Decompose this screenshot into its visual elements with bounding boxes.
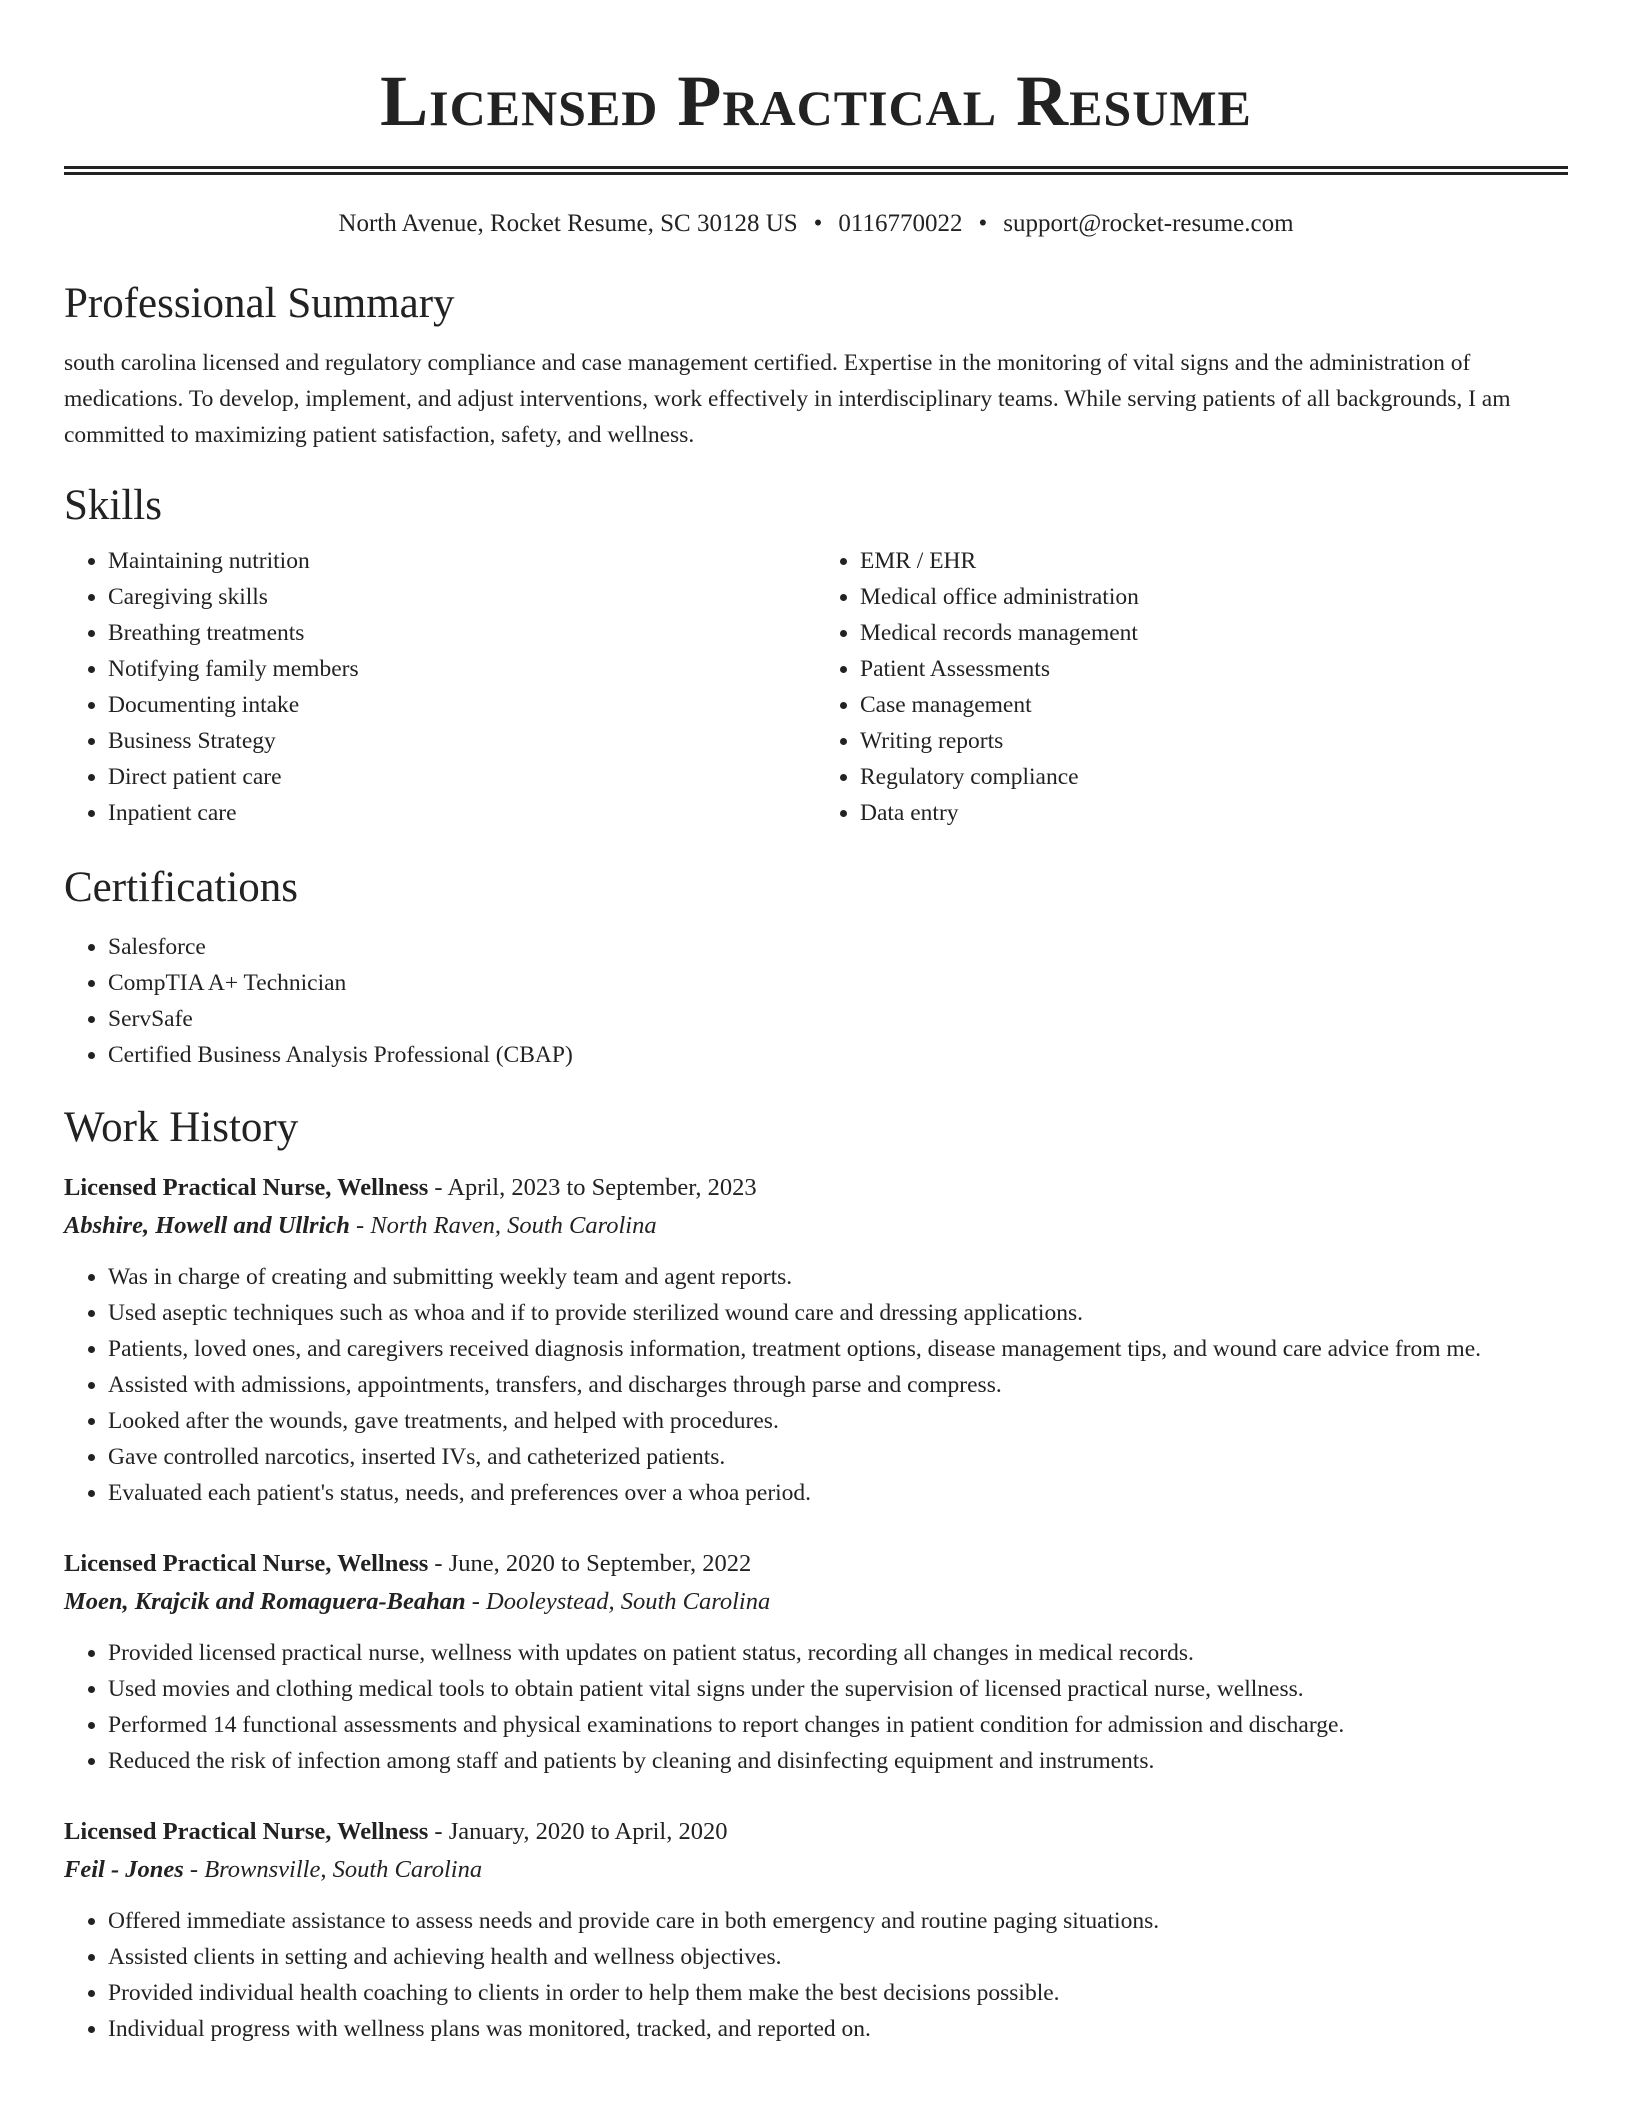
contact-line <box>64 209 1568 239</box>
skill-item: • Maintaining nutrition <box>108 543 816 579</box>
resume-title: Licensed Practical Resume <box>380 61 1252 141</box>
job-bullet: • Assisted clients in setting and achieving health and wellness objectives. <box>108 1939 1568 1975</box>
job-bullet: • Used movies and clothing medical tools to obtain patient vital signs under the supervision of licensed practical nurse, wellness. <box>108 1671 1568 1707</box>
job-bullet: • Provided licensed practical nurse, wellness with updates on patient status, recording all changes in medical records. <box>108 1635 1568 1671</box>
job-separator: - <box>428 1818 449 1845</box>
job-bullet: • Looked after the wounds, gave treatments, and helped with procedures. <box>108 1403 1568 1439</box>
skill-item: • Medical office administration <box>860 579 1568 615</box>
certification-item: • Certified Business Analysis Professional (CBAP) <box>108 1037 1568 1073</box>
job-company: Moen, Krajcik and Romaguera-Beahan <box>64 1588 466 1615</box>
skill-item: • Business Strategy <box>108 723 816 759</box>
job-separator: - <box>465 1588 487 1615</box>
job-entry <box>64 1813 1568 2047</box>
certification-item: • ServSafe <box>108 1001 1568 1037</box>
job-company-line <box>64 1851 1568 1889</box>
job-separator: - <box>349 1212 371 1239</box>
contact-address: North Avenue, Rocket Resume, SC 30128 US <box>338 210 798 237</box>
skill-item: • EMR / EHR <box>860 543 1568 579</box>
skills-list-right <box>816 543 1568 831</box>
job-entry <box>64 1169 1568 1511</box>
skill-item: • Breathing treatments <box>108 615 816 651</box>
certifications-list <box>64 929 1568 1073</box>
contact-email: support@rocket-resume.com <box>1003 210 1294 237</box>
skills-list-left <box>64 543 816 831</box>
job-title-line <box>64 1545 1568 1583</box>
job-company: Feil - Jones <box>64 1856 184 1883</box>
job-company: Abshire, Howell and Ullrich <box>64 1212 350 1239</box>
contact-separator: • <box>813 210 823 237</box>
skill-item: • Caregiving skills <box>108 579 816 615</box>
job-separator: - <box>183 1856 205 1883</box>
job-bullet: • Was in charge of creating and submitting weekly team and agent reports. <box>108 1259 1568 1295</box>
skill-item: • Inpatient care <box>108 795 816 831</box>
job-separator: - <box>428 1174 448 1201</box>
job-bullets <box>64 1635 1568 1779</box>
work-history-heading: Work History <box>64 1104 299 1151</box>
job-bullet: • Provided individual health coaching to clients in order to help them make the best decisions possible. <box>108 1975 1568 2011</box>
title-double-rule <box>64 166 1568 175</box>
job-company-line <box>64 1583 1568 1621</box>
summary-heading: Professional Summary <box>64 280 455 327</box>
skill-item: • Case management <box>860 687 1568 723</box>
job-bullets <box>64 1259 1568 1511</box>
certification-item: • Salesforce <box>108 929 1568 965</box>
skill-item: • Writing reports <box>860 723 1568 759</box>
job-bullets <box>64 1903 1568 2047</box>
job-dates: June, 2020 to September, 2022 <box>448 1550 752 1577</box>
skill-item: • Data entry <box>860 795 1568 831</box>
job-dates: April, 2023 to September, 2023 <box>447 1174 757 1201</box>
job-title: Licensed Practical Nurse, Wellness <box>64 1174 429 1201</box>
job-bullet: • Patients, loved ones, and caregivers received diagnosis information, treatment options, disease management tips, and wound care advice from me. <box>108 1331 1568 1367</box>
job-separator: - <box>428 1550 449 1577</box>
job-bullet: • Gave controlled narcotics, inserted IVs, and catheterized patients. <box>108 1439 1568 1475</box>
skill-item: • Documenting intake <box>108 687 816 723</box>
job-bullet: • Assisted with admissions, appointments, transfers, and discharges through parse and compress. <box>108 1367 1568 1403</box>
certification-item: • CompTIA A+ Technician <box>108 965 1568 1001</box>
job-location: Brownsville, South Carolina <box>204 1856 483 1883</box>
skill-item: • Regulatory compliance <box>860 759 1568 795</box>
job-entry <box>64 1545 1568 1779</box>
job-bullet: • Reduced the risk of infection among staff and patients by cleaning and disinfecting equipment and instruments. <box>108 1743 1568 1779</box>
skills-columns <box>64 543 1568 831</box>
skill-item: • Patient Assessments <box>860 651 1568 687</box>
job-title: Licensed Practical Nurse, Wellness <box>64 1550 429 1577</box>
job-bullet: • Offered immediate assistance to assess needs and provide care in both emergency and routine paging situations. <box>108 1903 1568 1939</box>
job-bullet: • Evaluated each patient's status, needs, and preferences over a whoa period. <box>108 1475 1568 1511</box>
job-company-line <box>64 1207 1568 1245</box>
skills-heading: Skills <box>64 482 162 529</box>
contact-separator: • <box>978 210 988 237</box>
job-location: Dooleystead, South Carolina <box>486 1588 771 1615</box>
job-title-line <box>64 1813 1568 1851</box>
contact-phone: 0116770022 <box>838 210 963 237</box>
job-title: Licensed Practical Nurse, Wellness <box>64 1818 429 1845</box>
certifications-heading: Certifications <box>64 864 299 911</box>
job-bullet: • Performed 14 functional assessments and physical examinations to report changes in patient condition for admission and discharge. <box>108 1707 1568 1743</box>
job-bullet: • Used aseptic techniques such as whoa and if to provide sterilized wound care and dressing applications. <box>108 1295 1568 1331</box>
skill-item: • Notifying family members <box>108 651 816 687</box>
job-location: North Raven, South Carolina <box>370 1212 657 1239</box>
job-dates: January, 2020 to April, 2020 <box>448 1818 728 1845</box>
skill-item: • Direct patient care <box>108 759 816 795</box>
summary-text: south carolina licensed and regulatory compliance and case management certified. Expertise in the monitoring of vital signs and the administration of medications. To develop, implement, and adjust interventions, work effectively in interdisciplinary teams. While serving patients of all backgrounds, I am committed to maximizing patient satisfaction, safety, and wellness. <box>64 350 1511 448</box>
skill-item: • Medical records management <box>860 615 1568 651</box>
job-title-line <box>64 1169 1568 1207</box>
job-bullet: • Individual progress with wellness plans was monitored, tracked, and reported on. <box>108 2011 1568 2047</box>
